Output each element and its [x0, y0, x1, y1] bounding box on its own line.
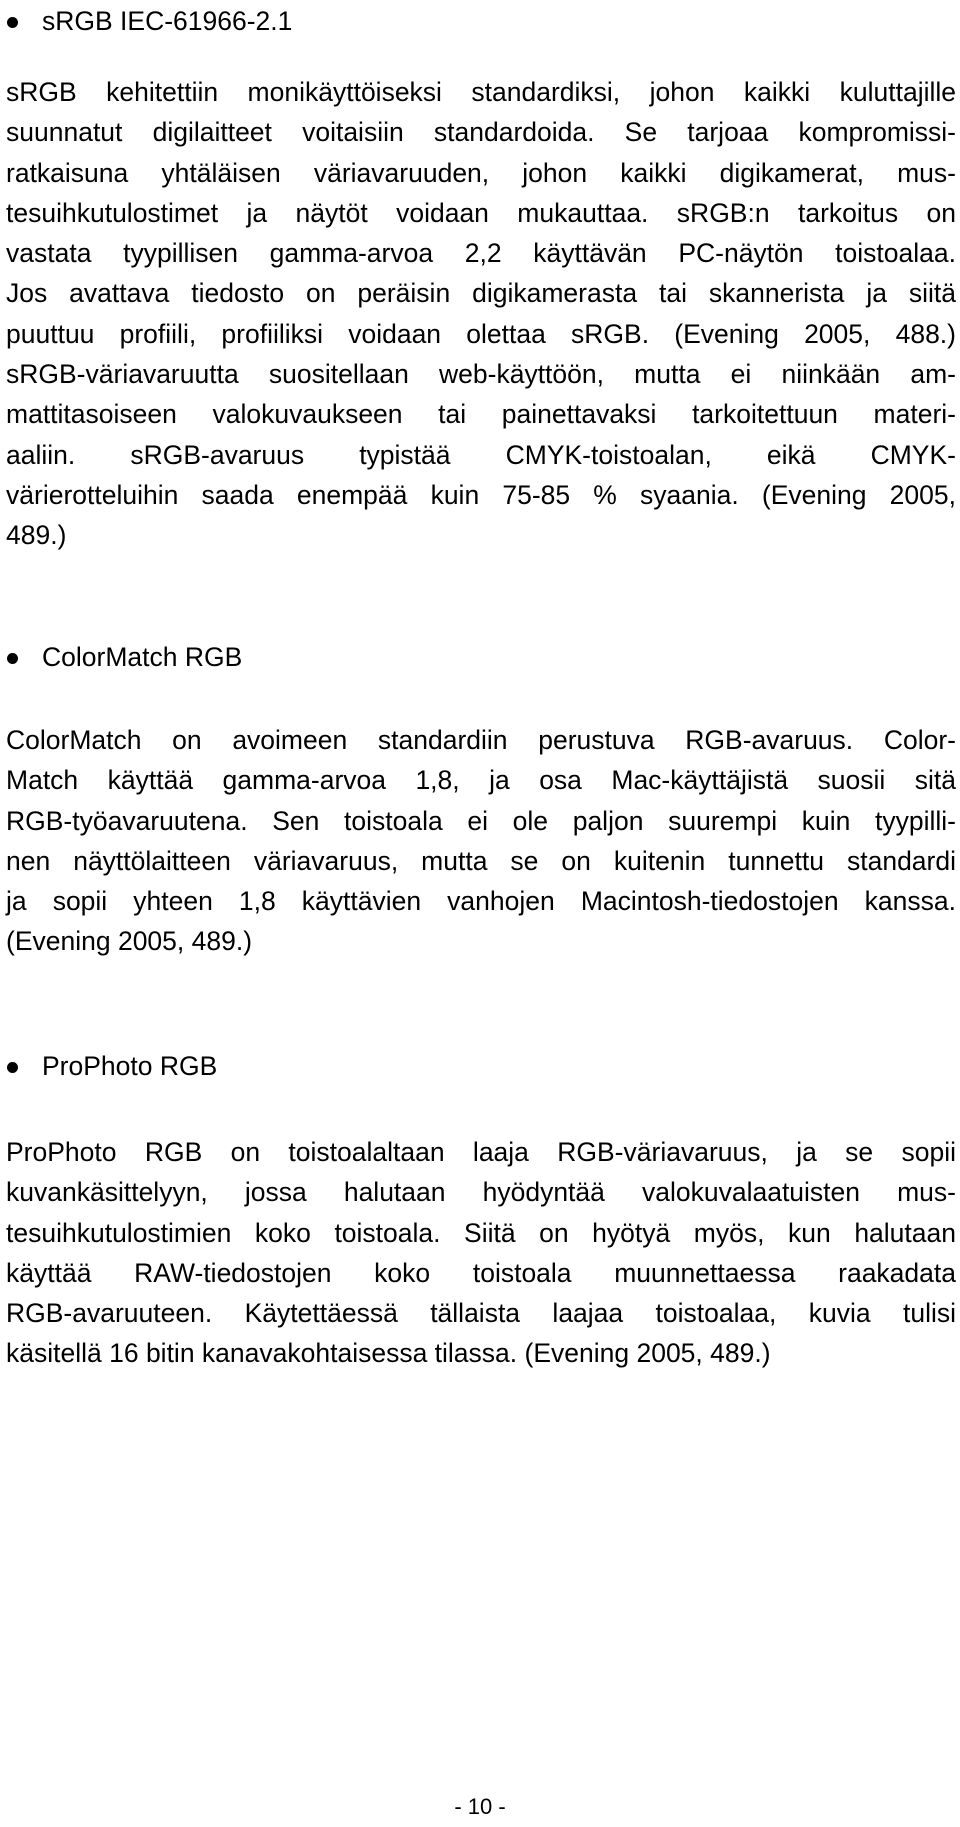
text-line: vastata tyypillisen gamma-arvoa 2,2 käyttävän PC-näytön toistoalaa.	[6, 238, 956, 269]
heading-text: sRGB IEC-61966-2.1	[42, 6, 293, 36]
text-line: aaliin. sRGB-avaruus typistää CMYK-toistoalan, eikä CMYK-	[6, 439, 956, 470]
text-line: käsitellä 16 bitin kanavakohtaisessa tilassa. (Evening 2005, 489.)	[6, 1338, 771, 1369]
text-line: Jos avattava tiedosto on peräisin digikamerasta tai skannerista ja siitä	[6, 278, 956, 309]
section-colormatch-rgb	[0, 642, 960, 673]
text-line: RGB-avaruuteen. Käytettäessä tällaista laajaa toistoalaa, kuvia tulisi	[6, 1298, 956, 1329]
text-line: kuvankäsittelyyn, jossa halutaan hyödyntää valokuvalaatuisten mus-	[6, 1177, 956, 1208]
page-number: - 10 -	[454, 1794, 506, 1819]
text-line: käyttää RAW-tiedostojen koko toistoala muunnettaessa raakadata	[6, 1257, 956, 1288]
text-line: ja sopii yhteen 1,8 käyttävien vanhojen Macintosh-tiedostojen kanssa.	[6, 886, 956, 917]
bullet-icon	[7, 1062, 18, 1073]
text-line: puuttuu profiili, profiiliksi voidaan olettaa sRGB. (Evening 2005, 488.)	[6, 318, 956, 349]
heading-text: ColorMatch RGB	[42, 642, 243, 672]
section-heading	[0, 642, 960, 673]
text-line: nen näyttölaitteen väriavaruus, mutta se on kuitenin tunnettu standardi	[6, 845, 956, 876]
paragraph-colormatch-rgb	[6, 720, 956, 962]
paragraph-prophoto-rgb	[6, 1132, 956, 1374]
section-heading	[0, 6, 960, 37]
text-line: (Evening 2005, 489.)	[6, 926, 253, 957]
paragraph-srgb	[6, 72, 956, 556]
heading-text: ProPhoto RGB	[42, 1051, 218, 1081]
bullet-icon	[7, 653, 18, 664]
text-line: ratkaisuna yhtäläisen väriavaruuden, johon kaikki digikamerat, mus-	[6, 157, 956, 188]
bullet-icon	[7, 17, 18, 28]
text-line: tesuihkutulostimet ja näytöt voidaan mukauttaa. sRGB:n tarkoitus on	[6, 197, 956, 228]
text-line: sRGB-väriavaruutta suositellaan web-käyttöön, mutta ei niinkään am-	[6, 359, 956, 390]
text-line: Match käyttää gamma-arvoa 1,8, ja osa Mac-käyttäjistä suosii sitä	[6, 765, 956, 796]
section-srgb	[0, 6, 960, 37]
text-line: 489.)	[6, 520, 67, 551]
text-line: ColorMatch on avoimeen standardiin perustuva RGB-avaruus. Color-	[6, 725, 956, 755]
section-heading	[0, 1051, 960, 1082]
text-line: ProPhoto RGB on toistoalaltaan laaja RGB-väriavaruus, ja se sopii	[6, 1137, 956, 1167]
text-line: sRGB kehitettiin monikäyttöiseksi standardiksi, johon kaikki kuluttajille	[6, 77, 956, 107]
section-prophoto-rgb	[0, 1051, 960, 1082]
text-line: mattitasoiseen valokuvaukseen tai painettavaksi tarkoitettuun materi-	[6, 399, 956, 430]
text-line: RGB-työavaruutena. Sen toistoala ei ole paljon suurempi kuin tyypilli-	[6, 805, 956, 836]
text-line: suunnatut digilaitteet voitaisiin standardoida. Se tarjoaa kompromissi-	[6, 117, 956, 148]
text-line: tesuihkutulostimien koko toistoala. Siitä on hyötyä myös, kun halutaan	[6, 1217, 956, 1248]
text-line: värierotteluihin saada enempää kuin 75-85 % syaania. (Evening 2005,	[6, 479, 956, 510]
